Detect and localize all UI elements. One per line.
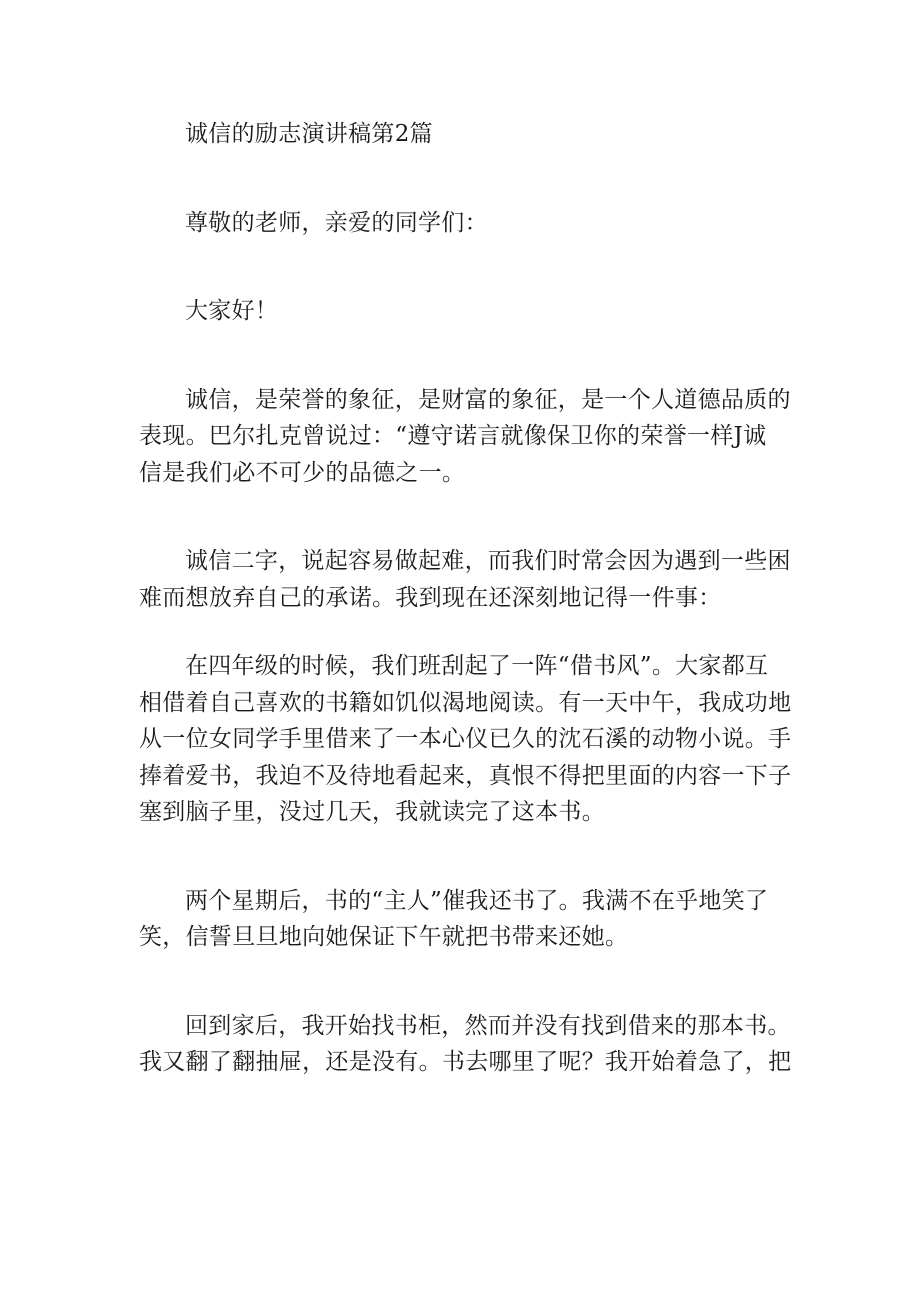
paragraph-1 <box>139 382 791 492</box>
paragraph-3 <box>139 648 791 831</box>
paragraph-line: 我又翻了翻抽屉，还是没有。书去哪里了呢？我开始着急了，把 <box>139 1049 792 1075</box>
paragraph-line: 捧着爱书，我迫不及待地看起来，真恨不得把里面的内容一下子 <box>139 762 792 789</box>
paragraph-line: 诚信，是荣誉的象征，是财富的象征，是一个人道德品质的 <box>185 386 791 413</box>
paragraph-line: 相借着自己喜欢的书籍如饥似渴地阅读。有一天中午，我成功地 <box>139 689 792 716</box>
greeting <box>139 293 791 330</box>
paragraph-4 <box>139 883 791 956</box>
paragraph-line: 诚信二字，说起容易做起难，而我们时常会因为遇到一些困 <box>185 548 791 574</box>
paragraph-line: 表现。巴尔扎克曾说过：“遵守诺言就像保卫你的荣誉一样J诚 <box>139 423 767 449</box>
document-title <box>139 116 791 153</box>
document-body <box>139 116 791 1081</box>
paragraph-line: 笑，信誓旦旦地向她保证下午就把书带来还她。 <box>139 924 629 950</box>
paragraph-line: 在四年级的时候，我们班刮起了一阵“借书风”。大家都互 <box>185 653 769 679</box>
salutation-line: 尊敬的老师，亲爱的同学们： <box>185 209 488 236</box>
salutation <box>139 205 791 242</box>
paragraph-2 <box>139 543 791 616</box>
paragraph-line: 回到家后，我开始找书柜，然而并没有找到借来的那本书。 <box>185 1012 791 1039</box>
paragraph-line: 两个星期后，书的“主人”催我还书了。我满不在乎地笑了 <box>185 887 769 914</box>
paragraph-5 <box>139 1008 791 1081</box>
paragraph-line: 从一位女同学手里借来了一本心仪已久的沈石溪的动物小说。手 <box>139 726 792 752</box>
paragraph-line: 难而想放弃自己的承诺。我到现在还深刻地记得一件事： <box>139 584 722 611</box>
greeting-line: 大家好！ <box>185 298 279 324</box>
title-line: 诚信的励志演讲稿第2篇 <box>185 121 433 147</box>
paragraph-line: 信是我们必不可少的品德之一。 <box>139 459 466 486</box>
paragraph-line: 塞到脑子里，没过几天，我就读完了这本书。 <box>139 799 605 825</box>
